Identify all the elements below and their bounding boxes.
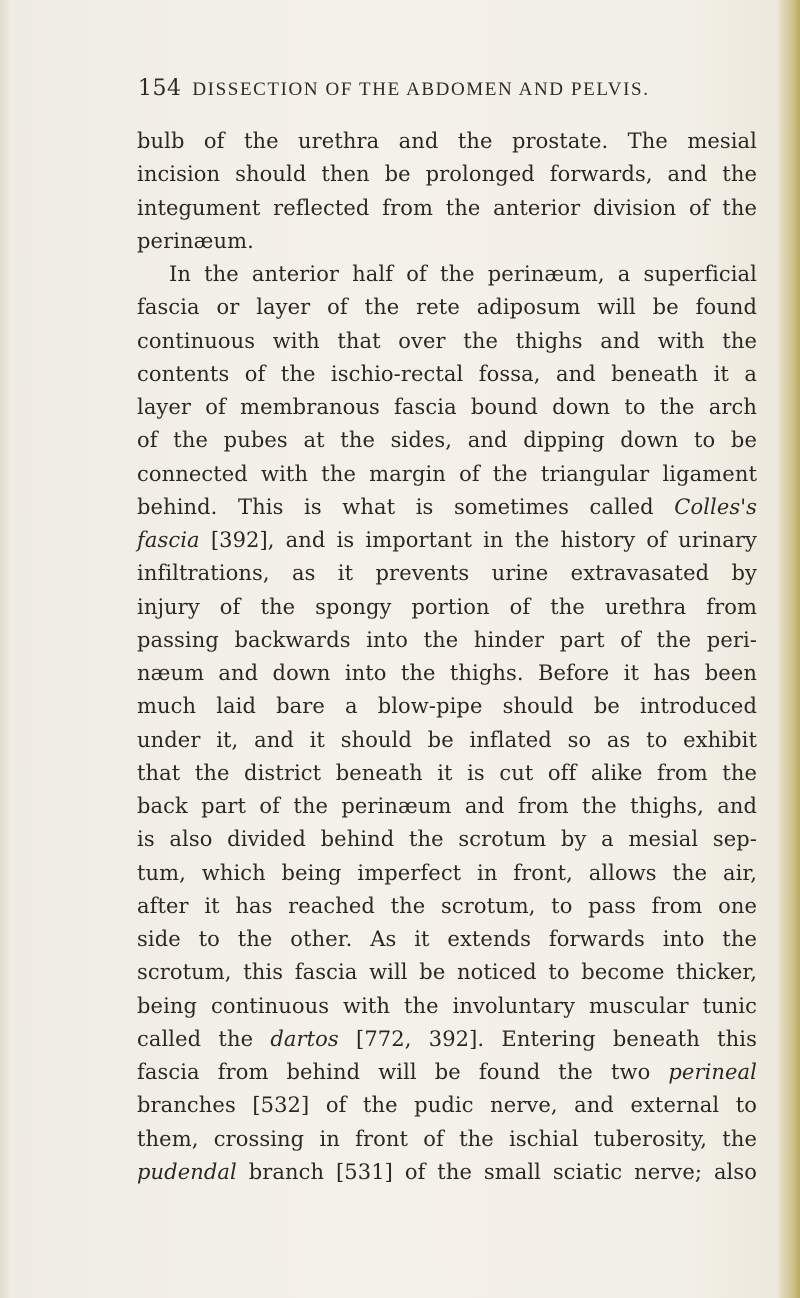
text-line — [137, 524, 757, 557]
text-line: branches [532] of the pudic nerve, and external to — [137, 1093, 757, 1118]
text-run: fascia from behind will be found the two — [137, 1060, 651, 1084]
text-line: perinæum. — [137, 228, 254, 253]
text-run: behind. This is what is sometimes called — [137, 494, 654, 519]
text-line — [137, 1056, 757, 1089]
text-line: infiltrations, as it prevents urine extravasated by — [137, 561, 757, 586]
running-header — [138, 76, 650, 101]
text-line: that the district beneath it is cut off alike from the — [137, 760, 757, 785]
text-line — [137, 491, 757, 524]
text-line: under it, and it should be inflated so as to exhibit — [137, 727, 757, 752]
text-line: of the pubes at the sides, and dipping down to be — [137, 428, 757, 453]
text-line — [137, 1156, 757, 1189]
text-line: is also divided behind the scrotum by a mesial sep- — [137, 827, 757, 852]
text-line: back part of the perinæum and from the thighs, and — [137, 794, 757, 818]
text-line: integument reflected from the anterior division of the — [137, 195, 757, 220]
text-run: [392], and is important in the history of urinary — [210, 528, 757, 552]
italic-term: perineal — [668, 1060, 757, 1084]
text-line — [137, 1023, 757, 1056]
text-line: injury of the spongy portion of the urethra from — [137, 594, 757, 619]
text-line: layer of membranous fascia bound down to the arch — [137, 395, 757, 419]
text-line: after it has reached the scrotum, to pass from one — [137, 893, 757, 918]
text-line: passing backwards into the hinder part of the peri- — [137, 627, 757, 652]
text-line: much laid bare a blow-pipe should be introduced — [137, 694, 757, 719]
text-line: continuous with that over the thighs and with the — [137, 328, 757, 353]
body-text — [137, 125, 757, 1189]
italic-term: Colles's — [674, 494, 757, 519]
text-line: connected with the margin of the triangular ligament — [137, 461, 757, 486]
page-edge-stain — [778, 0, 800, 1298]
page-gutter-shadow — [0, 0, 12, 1298]
text-line: bulb of the urethra and the prostate. The mesial — [137, 129, 757, 153]
text-line: scrotum, this fascia will be noticed to become thicker, — [137, 960, 757, 985]
text-line: side to the other. As it extends forwards into the — [137, 927, 757, 951]
text-run: called the — [137, 1026, 254, 1051]
text-run: [772, 392]. Entering beneath this — [356, 1026, 757, 1051]
italic-term: pudendal — [137, 1159, 237, 1184]
text-line: them, crossing in front of the ischial tuberosity, the — [137, 1126, 757, 1151]
running-title: DISSECTION OF THE ABDOMEN AND PELVIS. — [192, 79, 650, 100]
italic-term: dartos — [270, 1026, 339, 1051]
text-line: tum, which being imperfect in front, allows the air, — [137, 860, 757, 885]
text-line: incision should then be prolonged forwards, and the — [137, 162, 757, 187]
text-line: contents of the ischio-rectal fossa, and beneath it a — [137, 361, 757, 386]
text-run: branch [531] of the small sciatic nerve; also — [248, 1159, 757, 1184]
text-line: fascia or layer of the rete adiposum will be found — [137, 295, 757, 320]
paragraph-start-line: In the anterior half of the perinæum, a superficial — [169, 262, 757, 286]
text-line: næum and down into the thighs. Before it has been — [137, 661, 757, 685]
italic-term: fascia — [137, 528, 200, 552]
text-line: being continuous with the involuntary muscular tunic — [137, 993, 757, 1018]
page-number: 154 — [138, 76, 182, 101]
